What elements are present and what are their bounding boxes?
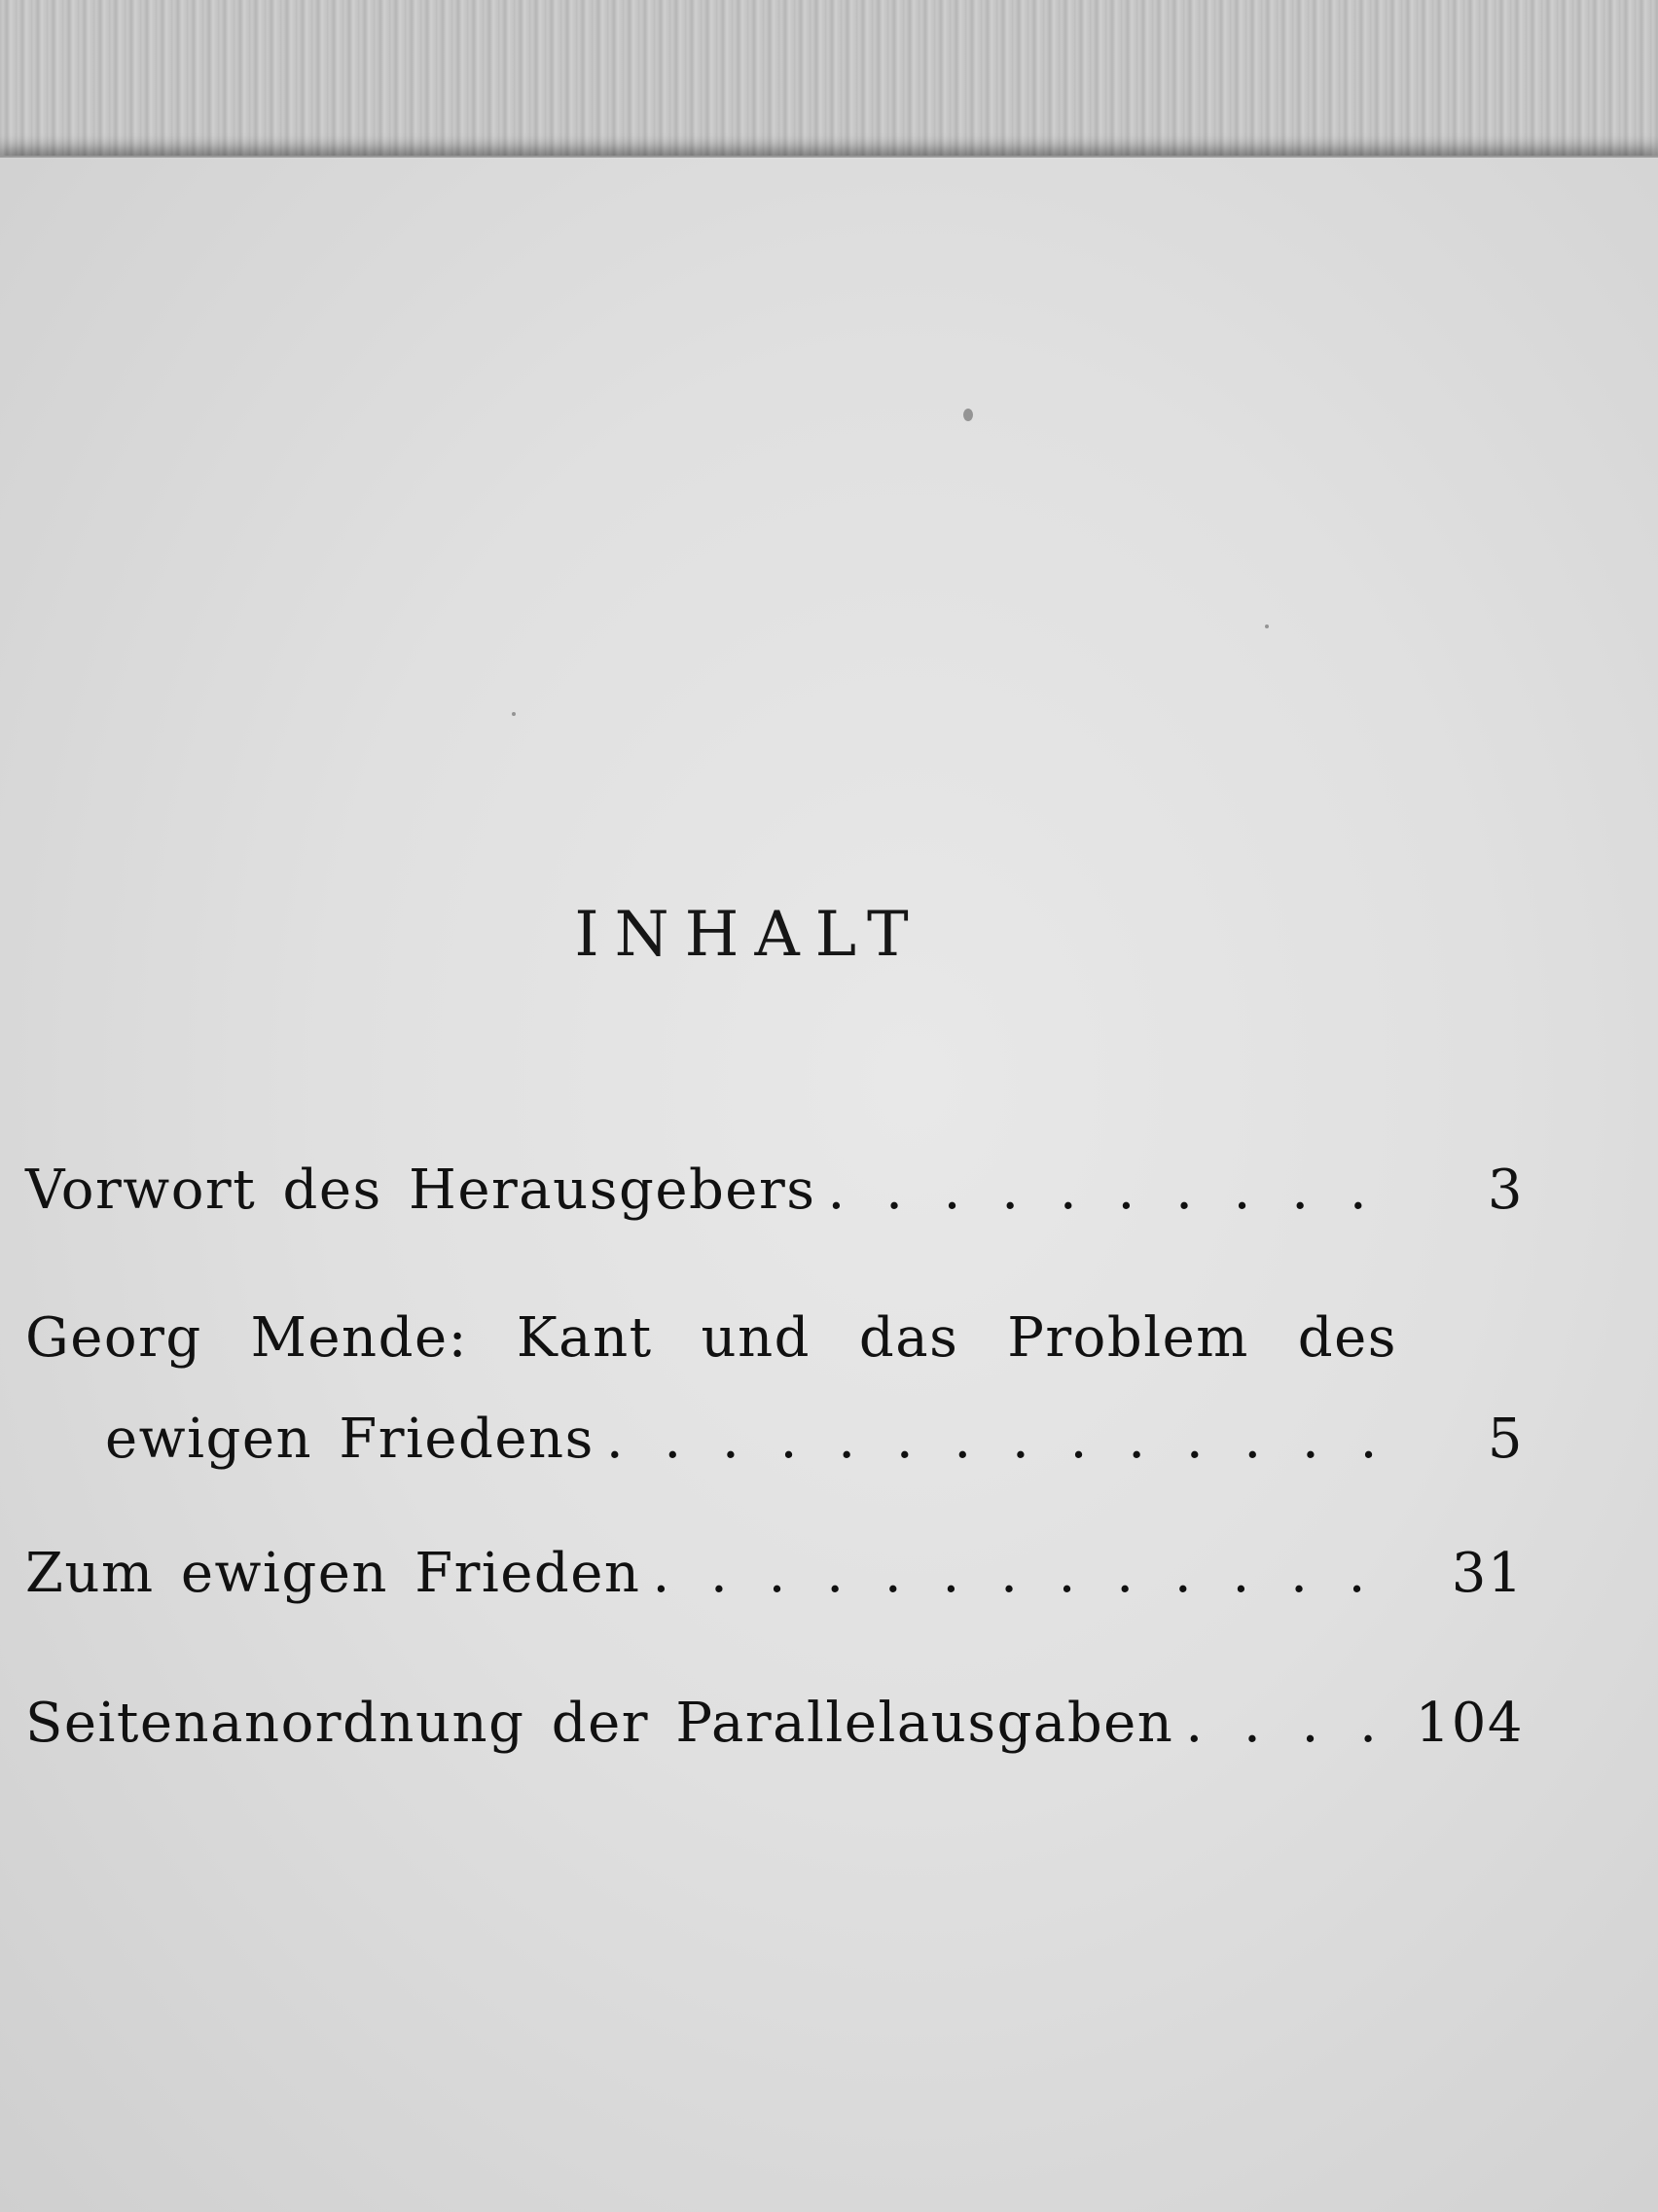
- toc-entry-title: Vorwort des Herausgebers: [25, 1159, 816, 1222]
- dot-leader: [827, 1160, 1397, 1222]
- toc-entry[interactable]: [25, 1693, 1524, 1755]
- book-page: [0, 156, 1658, 2212]
- paper-speck: [1265, 624, 1269, 628]
- title-word: Problem: [1007, 1306, 1249, 1370]
- title-word: des: [1297, 1306, 1397, 1370]
- title-word: das: [858, 1306, 959, 1370]
- dot-leader: [1185, 1693, 1397, 1755]
- toc-entry[interactable]: [25, 1543, 1524, 1605]
- title-word: Georg: [25, 1306, 202, 1370]
- paper-speck: [512, 712, 516, 716]
- toc-entry-page-number: 104: [1415, 1692, 1524, 1755]
- toc-entry[interactable]: [25, 1160, 1524, 1222]
- toc-entry-title-line-2: ewigen Friedens: [105, 1408, 595, 1471]
- toc-entry-title: Zum ewigen Frieden: [25, 1542, 641, 1605]
- toc-entry-title: Seitenanordnung der Parallelausgaben: [25, 1692, 1174, 1755]
- title-word: Mende:: [250, 1306, 468, 1370]
- title-word: und: [701, 1306, 811, 1370]
- dot-leader: [606, 1409, 1397, 1471]
- toc-entry-page-number: 31: [1451, 1542, 1524, 1605]
- toc-entry-page-number: 5: [1487, 1408, 1524, 1471]
- toc-heading: INHALT: [574, 899, 924, 971]
- paper-speck: [963, 409, 973, 421]
- dot-leader: [652, 1543, 1397, 1605]
- toc-entry-page-number: 3: [1487, 1159, 1524, 1222]
- title-word: Kant: [516, 1306, 653, 1370]
- toc-entry-title-line-1: [25, 1307, 1397, 1370]
- toc-entry[interactable]: [25, 1307, 1524, 1471]
- book-cover-edge: [0, 0, 1658, 175]
- table-of-contents: [25, 1160, 1524, 1755]
